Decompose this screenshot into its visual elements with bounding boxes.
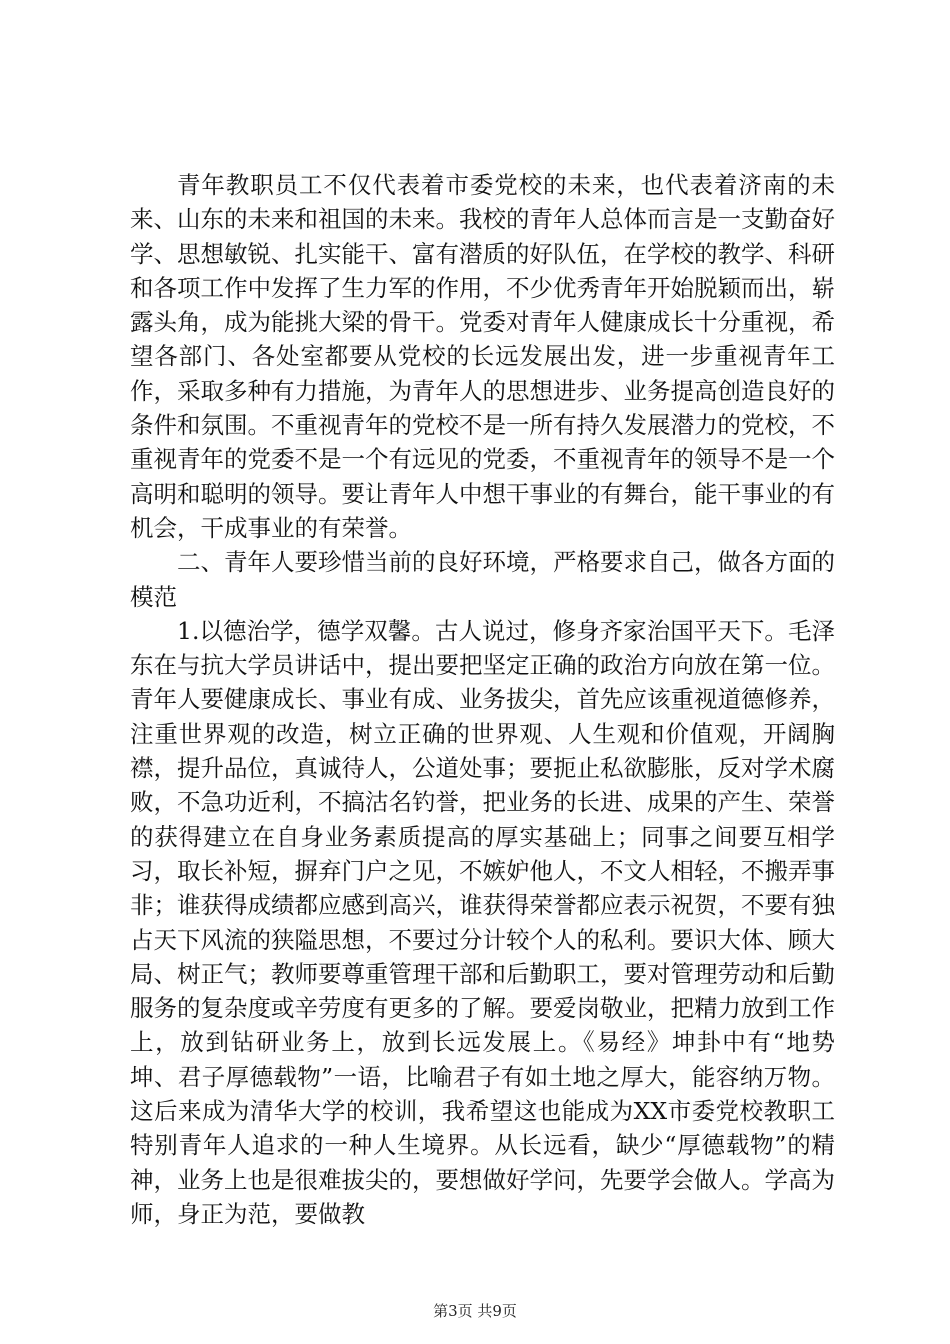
document-body [130, 168, 835, 1231]
paragraph-youth-importance: 青年教职员工不仅代表着市委党校的未来，也代表着济南的未来、山东的未来和祖国的未来。我校的青年人总体而言是一支勤奋好学、思想敏锐、扎实能干、富有潜质的好队伍，在学校的教学、科研和各项工作中发挥了生力军的作用，不少优秀青年开始脱颖而出，崭露头角，成为能挑大梁的骨干。党委对青年人健康成长十分重视，希望各部门、各处室都要从党校的长远发展出发，进一步重视青年工作，采取多种有力措施，为青年人的思想进步、业务提高创造良好的条件和氛围。不重视青年的党校不是一所有持久发展潜力的党校，不重视青年的党委不是一个有远见的党委，不重视青年的领导不是一个高明和聪明的领导。要让青年人中想干事业的有舞台，能干事业的有机会，干成事业的有荣誉。 [130, 171, 835, 542]
page-number-footer: 第3页 共9页 [433, 1302, 517, 1320]
section-heading-two: 二、青年人要珍惜当前的良好环境，严格要求自己，做各方面的模范 [130, 548, 835, 611]
paragraph-virtue-learning: 1.以德治学，德学双馨。古人说过，修身齐家治国平天下。毛泽东在与抗大学员讲话中，提出要把坚定正确的政治方向放在第一位。青年人要健康成长、事业有成、业务拔尖，首先应该重视道德修养，注重世界观的改造，树立正确的世界观、人生观和价值观，开阔胸襟，提升品位，真诚待人，公道处事；要扼止私欲膨胀，反对学术腐败，不急功近利，不搞沽名钓誉，把业务的长进、成果的产生、荣誉的获得建立在自身业务素质提高的厚实基础上；同事之间要互相学习，取长补短，摒弃门户之见，不嫉妒他人，不文人相轻，不搬弄事非；谁获得成绩都应感到高兴，谁获得荣誉都应表示祝贺，不要有独占天下风流的狭隘思想，不要过分计较个人的私利。要识大体、顾大局、树正气；教师要尊重管理干部和后勤职工，要对管理劳动和后勤服务的复杂度或辛劳度有更多的了解。要爱岗敬业，把精力放到工作上，放到钻研业务上，放到长远发展上。《易经》坤卦中有“地势坤、君子厚德载物”一语，比喻君子有如土地之厚大，能容纳万物。这后来成为清华大学的校训，我希望这也能成为XX市委党校教职工特别青年人追求的一种人生境界。从长远看，缺少“厚德载物”的精神，业务上也是很难拔尖的，要想做好学问，先要学会做人。学高为师，身正为范，要做教 [130, 616, 835, 1228]
